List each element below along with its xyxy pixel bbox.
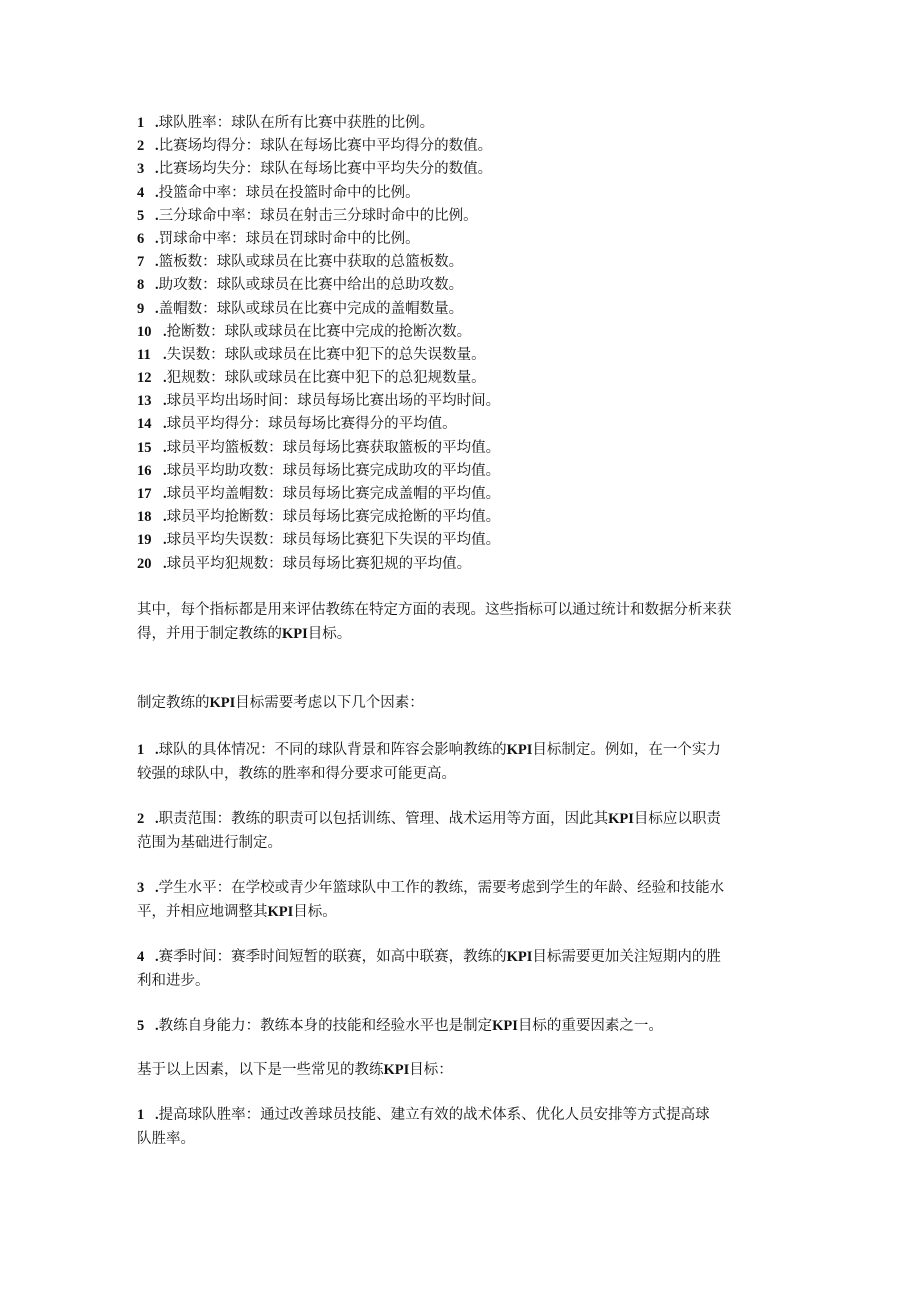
factor-item: 1 .球队的具体情况：不同的球队背景和阵容会影响教练的KPI目标制定。例如，在一个实力 较强的球队中，教练的胜率和得分要求可能更高。 [137, 741, 721, 782]
list-item: 11 .失误数：球队或球员在比赛中犯下的总失误数量。 [137, 346, 486, 363]
list-item: 1 .球队胜率：球队在所有比赛中获胜的比例。 [137, 115, 435, 131]
list-item: 18 .球员平均抢断数：球员每场比赛完成抢断的平均值。 [137, 509, 501, 526]
list-item: 17 .球员平均盖帽数：球员每场比赛完成盖帽的平均值。 [137, 486, 501, 502]
list-item: 7 .篮板数：球队或球员在比赛中获取的总篮板数。 [137, 254, 464, 271]
list-item: 15 .球员平均篮板数：球员每场比赛获取篮板的平均值。 [137, 439, 501, 456]
list-item: 19 .球员平均失误数：球员每场比赛犯下失误的平均值。 [137, 532, 501, 549]
list-item: 2 .比赛场均得分：球队在每场比赛中平均得分的数值。 [137, 138, 493, 155]
list-item: 4 .投篮命中率：球员在投篮时命中的比例。 [137, 184, 420, 201]
list-item: 9 .盖帽数：球队或球员在比赛中完成的盖帽数量。 [137, 300, 464, 317]
factor-item: 5 .教练自身能力：教练本身的技能和经验水平也是制定KPI目标的重要因素之一。 [137, 1017, 663, 1034]
list-item: 13 .球员平均出场时间：球员每场比赛出场的平均时间。 [137, 393, 501, 410]
list-item: 16 .球员平均助攻数：球员每场比赛完成助攻的平均值。 [137, 462, 501, 479]
list-item: 8 .助攻数：球队或球员在比赛中给出的总助攻数。 [137, 277, 464, 294]
list-item: 20 .球员平均犯规数：球员每场比赛犯规的平均值。 [137, 555, 472, 572]
list-item: 10 .抢断数：球队或球员在比赛中完成的抢断次数。 [137, 323, 472, 340]
factor-item: 3 .学生水平：在学校或青少年篮球队中工作的教练，需要考虑到学生的年龄、经验和技能水 平，并相应地调整其KPI目标。 [137, 879, 725, 920]
factors-intro: 制定教练的KPI目标需要考虑以下几个因素： [137, 694, 424, 711]
metric-list [137, 112, 787, 576]
goal-item: 1 .提高球队胜率：通过改善球员技能、建立有效的战术体系、优化人员安排等方式提高球 队胜率。 [137, 1106, 710, 1147]
list-item: 3 .比赛场均失分：球队在每场比赛中平均失分的数值。 [137, 161, 493, 178]
factor-item: 4 .赛季时间：赛季时间短暂的联赛，如高中联赛，教练的KPI目标需要更加关注短期内的胜 利和进步。 [137, 948, 721, 989]
list-item: 12 .犯规数：球队或球员在比赛中犯下的总犯规数量。 [137, 370, 486, 387]
factor-item: 2 .职责范围：教练的职责可以包括训练、管理、战术运用等方面，因此其KPI目标应以职责 范围为基础进行制定。 [137, 810, 721, 851]
document-page [137, 112, 787, 1151]
goals-intro: 基于以上因素，以下是一些常见的教练KPI目标： [137, 1061, 453, 1078]
summary-paragraph: 其中，每个指标都是用来评估教练在特定方面的表现。这些指标可以通过统计和数据分析来获 得，并用于制定教练的KPI目标。 [137, 601, 732, 642]
list-item: 14 .球员平均得分：球员每场比赛得分的平均值。 [137, 416, 457, 433]
list-item: 6 .罚球命中率：球员在罚球时命中的比例。 [137, 230, 420, 247]
list-item: 5 .三分球命中率：球员在射击三分球时命中的比例。 [137, 207, 478, 224]
